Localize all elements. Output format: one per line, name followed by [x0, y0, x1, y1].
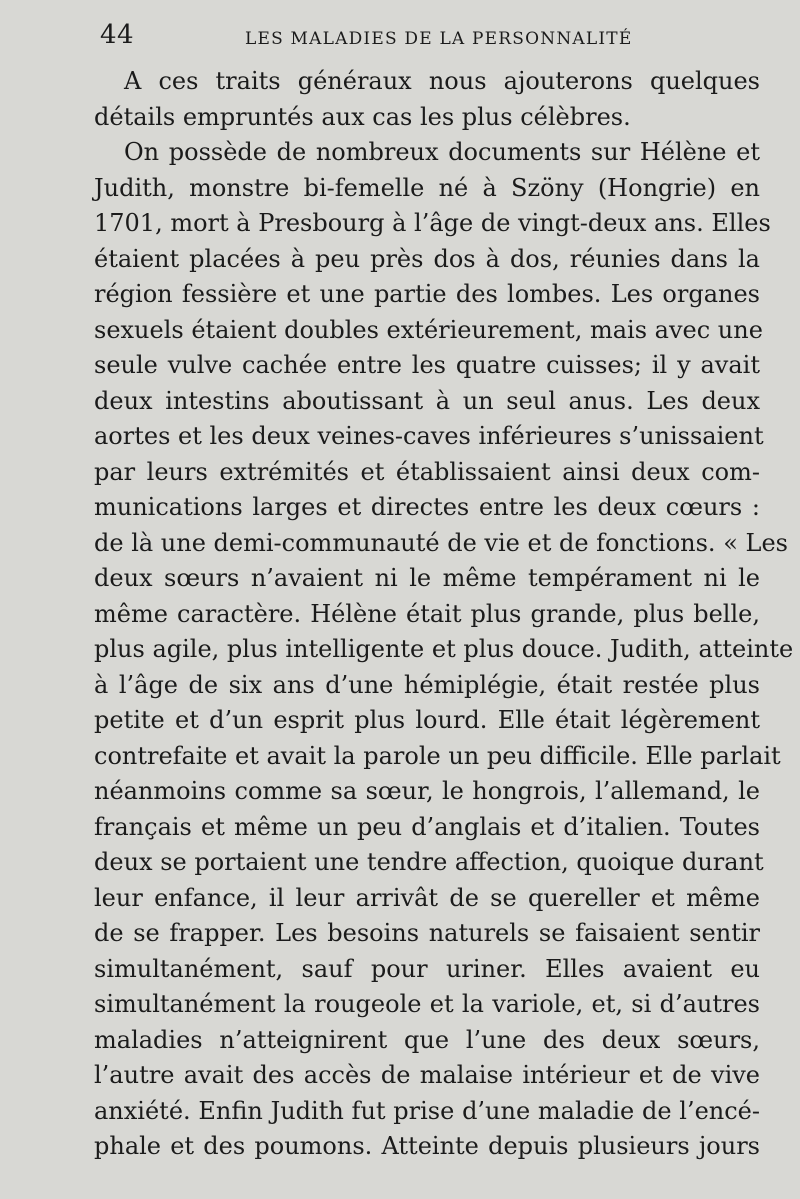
text-line: Judith, monstre bi-femelle né à Szöny (Hongrie) en — [94, 173, 760, 202]
text-line: par leurs extrémités et établissaient ainsi deux com- — [94, 457, 760, 486]
text-line: A ces traits généraux nous ajouterons quelques — [124, 67, 760, 95]
text-line: région fessière et une partie des lombes. Les organes — [94, 280, 760, 308]
text-line: l’autre avait des accès de malaise intérieur et de vive — [94, 1061, 760, 1089]
text-line: à l’âge de six ans d’une hémiplégie, était restée plus — [94, 670, 760, 699]
text-line: seule vulve cachée entre les quatre cuisses; il y avait — [94, 351, 760, 379]
text-line: même caractère. Hélène était plus grande, plus belle, — [94, 599, 760, 628]
text-line: de là une demi-communauté de vie et de fonctions. « Les — [94, 528, 788, 557]
text-line: contrefaite et avait la parole un peu difficile. Elle parlait — [94, 741, 781, 770]
text-line: 1701, mort à Presbourg à l’âge de vingt-deux ans. Elles — [94, 209, 771, 237]
text-line: néanmoins comme sa sœur, le hongrois, l’allemand, le — [94, 777, 760, 805]
text-line: simultanément la rougeole et la variole, et, si d’autres — [94, 990, 760, 1018]
body-text — [94, 64, 794, 1165]
text-line: maladies n’atteignirent que l’une des deux sœurs, — [94, 1025, 760, 1054]
text-line: phale et des poumons. Atteinte depuis plusieurs jours — [94, 1132, 760, 1160]
running-title: LES MALADIES DE LA PERSONNALITÉ — [245, 29, 633, 49]
text-line: français et même un peu d’anglais et d’italien. Toutes — [94, 812, 760, 841]
text-line: sexuels étaient doubles extérieurement, mais avec une — [94, 315, 763, 344]
text-line: de se frapper. Les besoins naturels se faisaient sentir — [94, 919, 760, 947]
text-line: plus agile, plus intelligente et plus douce. Judith, atteinte — [94, 635, 794, 663]
text-line: On possède de nombreux documents sur Hélène et — [124, 138, 760, 166]
text-line: simultanément, sauf pour uriner. Elles avaient eu — [94, 954, 760, 983]
text-line: munications larges et directes entre les deux cœurs : — [94, 493, 760, 521]
text-line: deux intestins aboutissant à un seul anus. Les deux — [94, 386, 760, 415]
page-number: 44 — [100, 20, 135, 50]
text-line: détails empruntés aux cas les plus célèbres. — [94, 102, 631, 131]
text-line: leur enfance, il leur arrivât de se quereller et même — [94, 883, 760, 912]
text-line: anxiété. Enfin Judith fut prise d’une maladie de l’encé- — [94, 1096, 760, 1125]
text-line: deux se portaient une tendre affection, quoique durant — [94, 848, 764, 876]
text-line: étaient placées à peu près dos à dos, réunies dans la — [94, 244, 760, 273]
text-line: petite et d’un esprit plus lourd. Elle était légèrement — [94, 706, 760, 734]
text-line: deux sœurs n’avaient ni le même tempérament ni le — [94, 564, 760, 592]
page-header — [100, 20, 760, 60]
text-line: aortes et les deux veines-caves inférieures s’unissaient — [94, 422, 764, 450]
